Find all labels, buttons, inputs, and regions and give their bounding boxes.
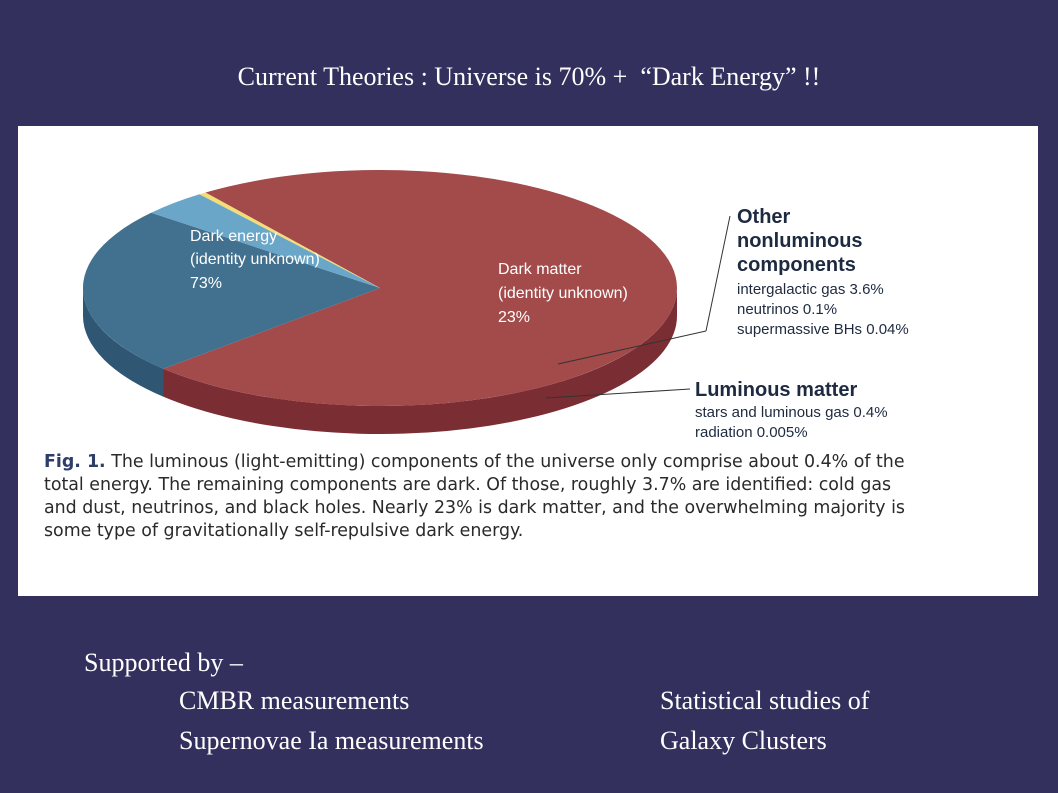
figure-caption [44,451,1019,543]
nonluminous-item-gas: intergalactic gas 3.6% [737,281,884,298]
caption-line-3: and dust, neutrinos, and black holes. Nearly 23% is dark matter, and the overwhelming majority is [44,498,905,518]
nonluminous-item-bhs: supermassive BHs 0.04% [737,321,909,338]
nonluminous-heading [737,206,868,276]
caption-line-2: total energy. The remaining components are dark. Of those, roughly 3.7% are identified: cold gas [44,475,892,495]
nonluminous-leader-line-2 [706,216,730,331]
luminous-item-stars: stars and luminous gas 0.4% [695,404,888,421]
slide-title: Current Theories : Universe is 70% + “Dark Energy” !! [237,62,821,91]
dark-matter-name: Dark matter [498,261,582,278]
dark-matter-value: 23% [498,309,531,326]
support-item-supernovae: Supernovae Ia measurements [179,726,484,755]
caption-line-4: some type of gravitationally self-repulsive dark energy. [44,521,524,541]
figure-panel [18,126,1038,596]
dark-energy-note: (identity unknown) [190,251,320,268]
luminous-heading: Luminous matter [695,379,858,401]
nonluminous-heading-line-3: components [737,254,856,276]
support-item-cmbr: CMBR measurements [179,686,410,715]
dark-matter-note: (identity unknown) [498,285,628,302]
nonluminous-item-neutrinos: neutrinos 0.1% [737,301,838,318]
nonluminous-heading-line-1: Other [737,206,791,228]
supported-by-label: Supported by – [84,648,243,677]
caption-line-1: The luminous (light-emitting) components of the universe only comprise about 0.4% of the [105,452,905,472]
dark-energy-value: 73% [190,275,223,292]
support-item-statistical: Statistical studies of [660,686,870,715]
luminous-item-radiation: radiation 0.005% [695,424,808,441]
luminous-items [695,404,892,441]
dark-energy-name: Dark energy [190,228,278,245]
nonluminous-items [737,281,909,338]
caption-label: Fig. 1. [44,452,106,472]
support-item-clusters: Galaxy Clusters [660,726,827,755]
nonluminous-heading-line-2: nonluminous [737,230,863,252]
